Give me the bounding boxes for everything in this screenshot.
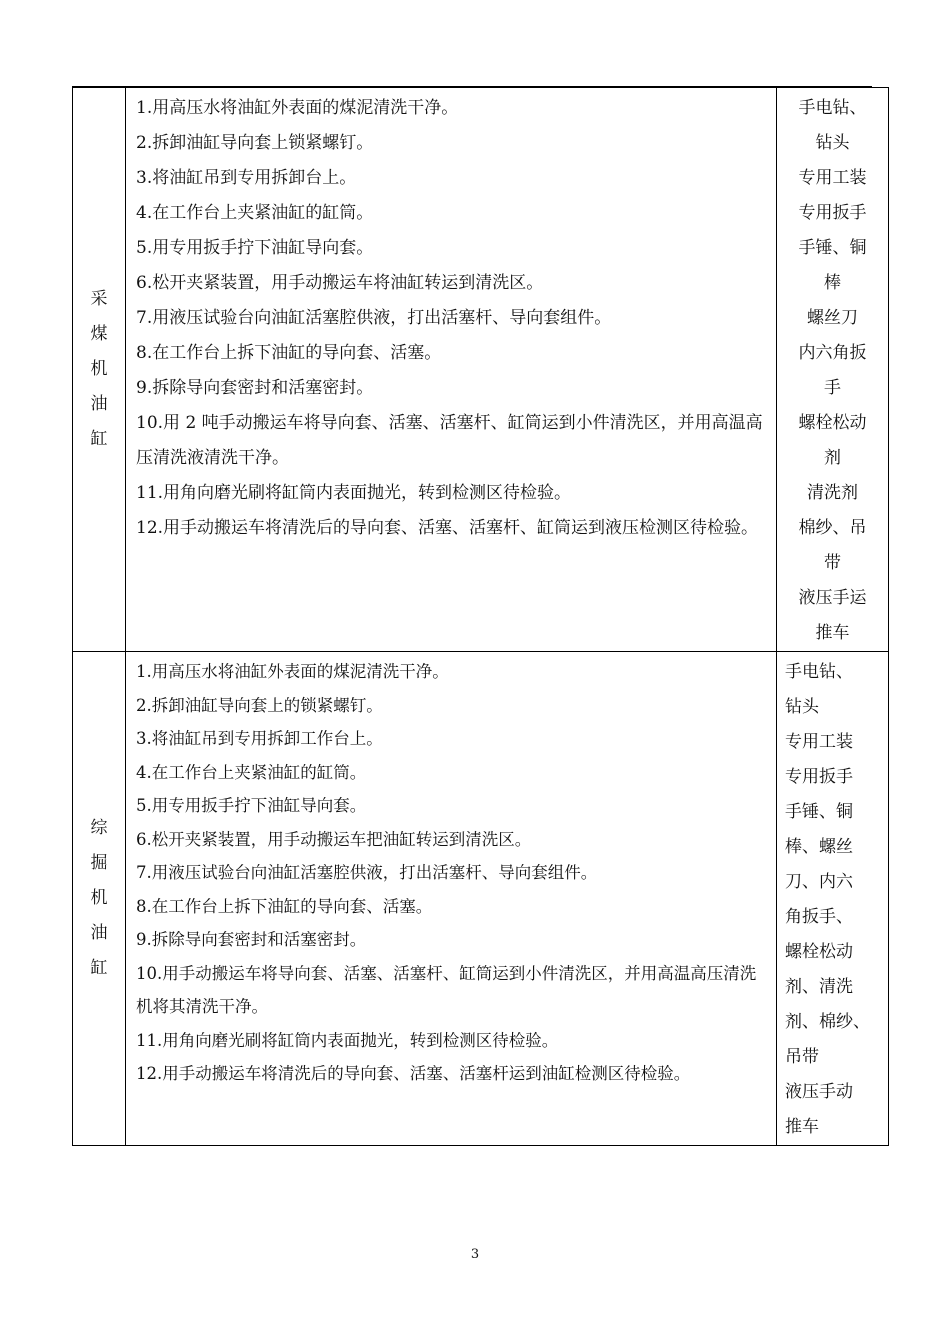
tool-line: 棒、螺丝 xyxy=(785,837,853,857)
step-item: 11.用角向磨光刷将缸筒内表面抛光，转到检测区待检验。 xyxy=(136,1030,559,1050)
step-item: 4.在工作台上夹紧油缸的缸筒。 xyxy=(136,203,374,223)
step-item: 1.用高压水将油缸外表面的煤泥清洗干净。 xyxy=(136,98,459,118)
label-char: 机 xyxy=(90,359,108,379)
table-row-shearer-cylinder xyxy=(73,88,889,652)
tools-cell xyxy=(777,88,889,652)
tools-cell xyxy=(777,652,889,1146)
section-label xyxy=(73,282,125,457)
label-char: 缸 xyxy=(90,958,108,978)
step-item: 9.拆除导向套密封和活塞密封。 xyxy=(136,930,367,949)
tool-line: 手电钻、 xyxy=(785,662,853,682)
step-item: 5.用专用扳手拧下油缸导向套。 xyxy=(136,796,367,815)
tool-line: 带 xyxy=(824,553,841,573)
tool-line: 清洗剂 xyxy=(807,483,858,503)
label-char: 掘 xyxy=(90,853,108,873)
tool-line: 棒 xyxy=(824,273,841,293)
tool-line: 角扳手、 xyxy=(785,907,853,927)
label-char: 油 xyxy=(90,394,108,414)
tool-line: 专用工装 xyxy=(785,732,853,752)
label-char: 缸 xyxy=(90,429,108,449)
tool-line: 剂、清洗 xyxy=(785,977,853,997)
tool-line: 专用扳手 xyxy=(785,767,853,787)
label-char: 油 xyxy=(90,923,108,943)
tool-line: 螺栓松动 xyxy=(798,413,867,433)
step-item: 7.用液压试验台向油缸活塞腔供液，打出活塞杆、导向套组件。 xyxy=(136,308,612,328)
step-item: 6.松开夹紧装置，用手动搬运车将油缸转运到清洗区。 xyxy=(136,273,544,293)
tool-line: 手锤、铜 xyxy=(785,802,853,822)
tool-line: 螺栓松动 xyxy=(785,942,853,962)
step-item: 2.拆卸油缸导向套上的锁紧螺钉。 xyxy=(136,695,383,715)
tool-line: 吊带 xyxy=(785,1047,819,1067)
step-item: 4.在工作台上夹紧油缸的缸筒。 xyxy=(136,762,367,782)
label-char: 机 xyxy=(90,888,108,908)
step-item: 8.在工作台上拆下油缸的导向套、活塞。 xyxy=(136,343,442,363)
tool-line: 手 xyxy=(824,378,841,398)
tool-line: 液压手动 xyxy=(785,1082,853,1102)
tool-line: 剂 xyxy=(824,448,841,468)
step-item: 12.用手动搬运车将清洗后的导向套、活塞、活塞杆运到油缸检测区待检验。 xyxy=(136,1064,691,1083)
step-item: 7.用液压试验台向油缸活塞腔供液，打出活塞杆、导向套组件。 xyxy=(136,863,598,882)
label-char: 综 xyxy=(90,818,108,838)
tool-line: 棉纱、吊 xyxy=(798,518,867,538)
steps-cell xyxy=(126,88,777,652)
steps-cell xyxy=(126,652,777,1146)
tool-line: 推车 xyxy=(785,1117,819,1137)
label-char: 煤 xyxy=(90,324,108,344)
tool-line: 钻头 xyxy=(815,133,850,153)
step-item: 3.将油缸吊到专用拆卸工作台上。 xyxy=(136,729,383,748)
section-label xyxy=(73,811,125,986)
procedure-table xyxy=(72,87,889,1146)
step-item: 2.拆卸油缸导向套上锁紧螺钉。 xyxy=(136,133,374,153)
tool-line: 专用工装 xyxy=(798,168,867,188)
tool-line: 剂、棉纱、 xyxy=(785,1012,870,1032)
tool-line: 螺丝刀 xyxy=(807,308,858,328)
step-item: 10.用手动搬运车将导向套、活塞、活塞杆、缸筒运到小件清洗区，并用高温高压清洗机将其清洗干净。 xyxy=(136,963,757,1016)
step-item: 5.用专用扳手拧下油缸导向套。 xyxy=(136,238,374,258)
tool-line: 刀、内六 xyxy=(785,872,853,892)
section-label-cell xyxy=(73,88,126,652)
step-item: 8.在工作台上拆下油缸的导向套、活塞。 xyxy=(136,896,433,916)
tool-line: 内六角扳 xyxy=(798,343,867,363)
step-item: 3.将油缸吊到专用拆卸台上。 xyxy=(136,168,357,188)
step-item: 12.用手动搬运车将清洗后的导向套、活塞、活塞杆、缸筒运到液压检测区待检验。 xyxy=(136,518,759,538)
step-item: 6.松开夹紧装置，用手动搬运车把油缸转运到清洗区。 xyxy=(136,829,532,849)
page-number: 3 xyxy=(470,1247,480,1262)
table-row-roadheader-cylinder xyxy=(73,652,889,1146)
tool-line: 手锤、铜 xyxy=(798,238,867,258)
section-label-cell xyxy=(73,652,126,1146)
label-char: 采 xyxy=(90,289,108,309)
tool-line: 专用扳手 xyxy=(798,203,867,223)
tool-line: 液压手运 xyxy=(798,588,867,608)
step-item: 9.拆除导向套密封和活塞密封。 xyxy=(136,378,374,398)
tool-line: 推车 xyxy=(815,623,850,643)
tool-line: 钻头 xyxy=(785,697,819,717)
step-item: 11.用角向磨光刷将缸筒内表面抛光，转到检测区待检验。 xyxy=(136,483,572,503)
step-item: 10.用 2 吨手动搬运车将导向套、活塞、活塞杆、缸筒运到小件清洗区，并用高温高压清洗液清洗干净。 xyxy=(136,413,763,468)
tool-line: 手电钻、 xyxy=(798,98,867,118)
step-item: 1.用高压水将油缸外表面的煤泥清洗干净。 xyxy=(136,662,449,681)
